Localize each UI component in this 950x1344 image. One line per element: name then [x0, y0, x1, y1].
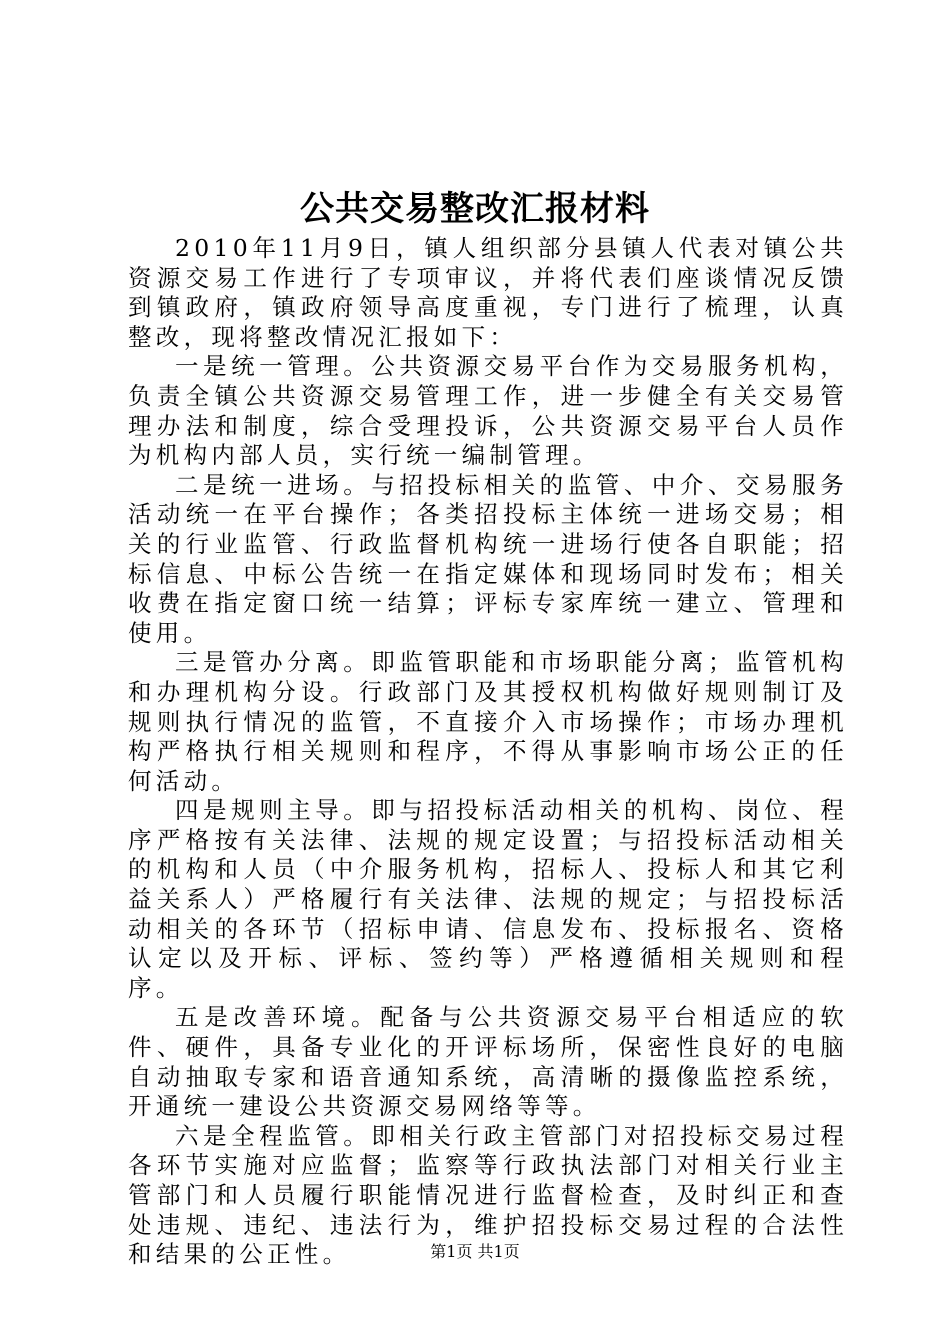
paragraph-rules: 四是规则主导。即与招投标活动相关的机构、岗位、程序严格按有关法律、法规的规定设置；与招投标活动相关的机构和人员（中介服务机构，招标人、投标人和其它利益关系人）严格履行有关法律、法规的规定；与招投标活动相关的各环节（招标申请、信息发布、投标报名、资格认定以及开标、评标、签约等）严格遵循相关规则和程序。 [128, 796, 848, 1002]
paragraph-separation: 三是管办分离。即监管职能和市场职能分离；监管机构和办理机构分设。行政部门及其授权机构做好规则制订及规则执行情况的监管，不直接介入市场操作；市场办理机构严格执行相关规则和程序，不得从事影响市场公正的任何活动。 [128, 648, 848, 795]
page-footer: 第1页 共1页 [430, 1242, 520, 1261]
document-title: 公共交易整改汇报材料 [300, 189, 650, 229]
paragraph-environment: 五是改善环境。配备与公共资源交易平台相适应的软件、硬件，具备专业化的开评标场所，保密性良好的电脑自动抽取专家和语音通知系统，高清晰的摄像监控系统，开通统一建设公共资源交易网络等等。 [128, 1003, 848, 1121]
paragraph-unified-management: 一是统一管理。公共资源交易平台作为交易服务机构，负责全镇公共资源交易管理工作，进一步健全有关交易管理办法和制度，综合受理投诉，公共资源交易平台人员作为机构内部人员，实行统一编制管理。 [128, 352, 848, 470]
paragraph-unified-entry: 二是统一进场。与招投标相关的监管、中介、交易服务活动统一在平台操作；各类招投标主体统一进场交易；相关的行业监管、行政监督机构统一进场行使各自职能；招标信息、中标公告统一在指定媒体和现场同时发布；相关收费在指定窗口统一结算；评标专家库统一建立、管理和使用。 [128, 470, 848, 647]
paragraph-supervision: 六是全程监管。即相关行政主管部门对招投标交易过程各环节实施对应监督；监察等行政执法部门对相关行业主管部门和人员履行职能情况进行监督检查，及时纠正和查处违规、违纪、违法行为，维护招投标交易过程的合法性和结果的公正性。 [128, 1121, 848, 1269]
intro-paragraph: 2010年11月9日，镇人组织部分县镇人代表对镇公共资源交易工作进行了专项审议，并将代表们座谈情况反馈到镇政府，镇政府领导高度重视，专门进行了梳理，认真整改，现将整改情况汇报如下： [128, 234, 848, 351]
document-body [128, 234, 848, 1270]
